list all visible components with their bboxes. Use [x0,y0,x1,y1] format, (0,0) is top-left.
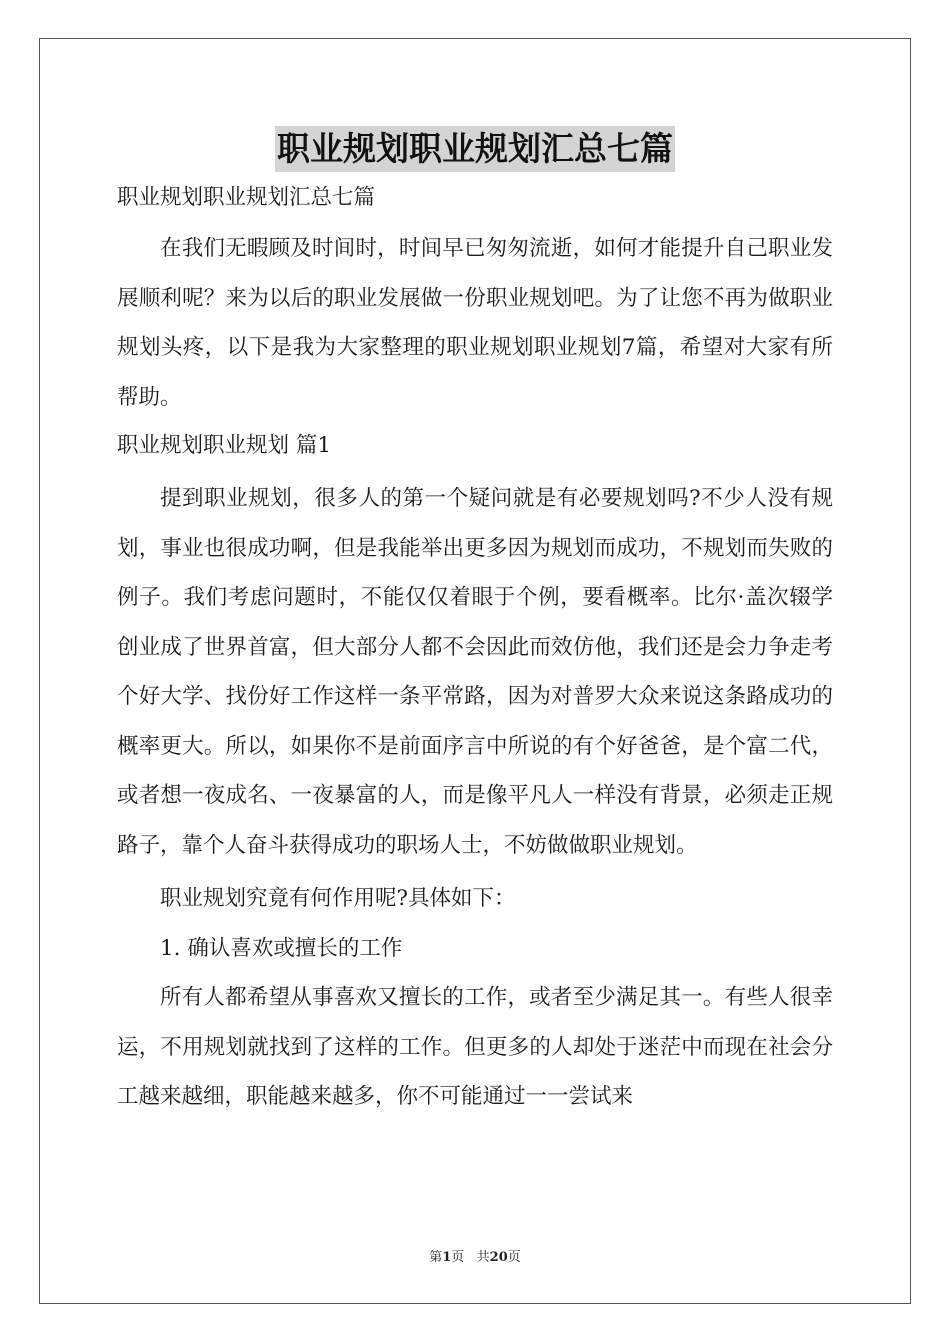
page-mid: 页 共 [451,1250,490,1265]
body-paragraph-1: 提到职业规划，很多人的第一个疑问就是有必要规划吗?不少人没有规划，事业也很成功啊，但是我能举出更多因为规划而成功，不规划而失败的例子。我们考虑问题时，不能仅仅着眼于个例，要看概率。比尔·盖次辍学创业成了世界首富，但大部分人都不会因此而效仿他，我们还是会力争走考个好大学、找份好工作这样一条平常路，因为对普罗大众来说这条路成功的概率更大。所以，如果你不是前面序言中所说的有个好爸爸，是个富二代，或者想一夜成名、一夜暴富的人，而是像平凡人一样没有背景，必须走正规路子，靠个人奋斗获得成功的职场人士，不妨做做职业规划。 [117,486,833,858]
page-footer [0,1246,950,1265]
document-body [117,176,833,1122]
intro-paragraph: 在我们无暇顾及时间时，时间早已匆匆流逝，如何才能提升自己职业发展顺利呢？来为以后的职业发展做一份职业规划吧。为了让您不再为做职业规划头疼，以下是我为大家整理的职业规划职业规划7篇，希望对大家有所帮助。 [117,236,833,410]
page-current: 1 [442,1250,452,1265]
body-paragraph-3: 所有人都希望从事喜欢又擅长的工作，或者至少满足其一。有些人很幸运，不用规划就找到了这样的工作。但更多的人却处于迷茫中而现在社会分工越来越细，职能越来越多，你不可能通过一一尝试来 [117,985,833,1109]
document-title: 职业规划职业规划汇总七篇 [275,126,675,172]
list-item-1: 1. 确认喜欢或擅长的工作 [160,935,403,961]
title-container [0,126,950,172]
page-total: 20 [489,1250,508,1265]
document-subtitle: 职业规划职业规划汇总七篇 [117,185,376,210]
page-suffix: 页 [507,1250,521,1265]
section-heading: 职业规划职业规划 篇1 [117,433,332,458]
page-prefix: 第 [429,1250,443,1265]
body-paragraph-2: 职业规划究竟有何作用呢?具体如下： [160,886,516,911]
